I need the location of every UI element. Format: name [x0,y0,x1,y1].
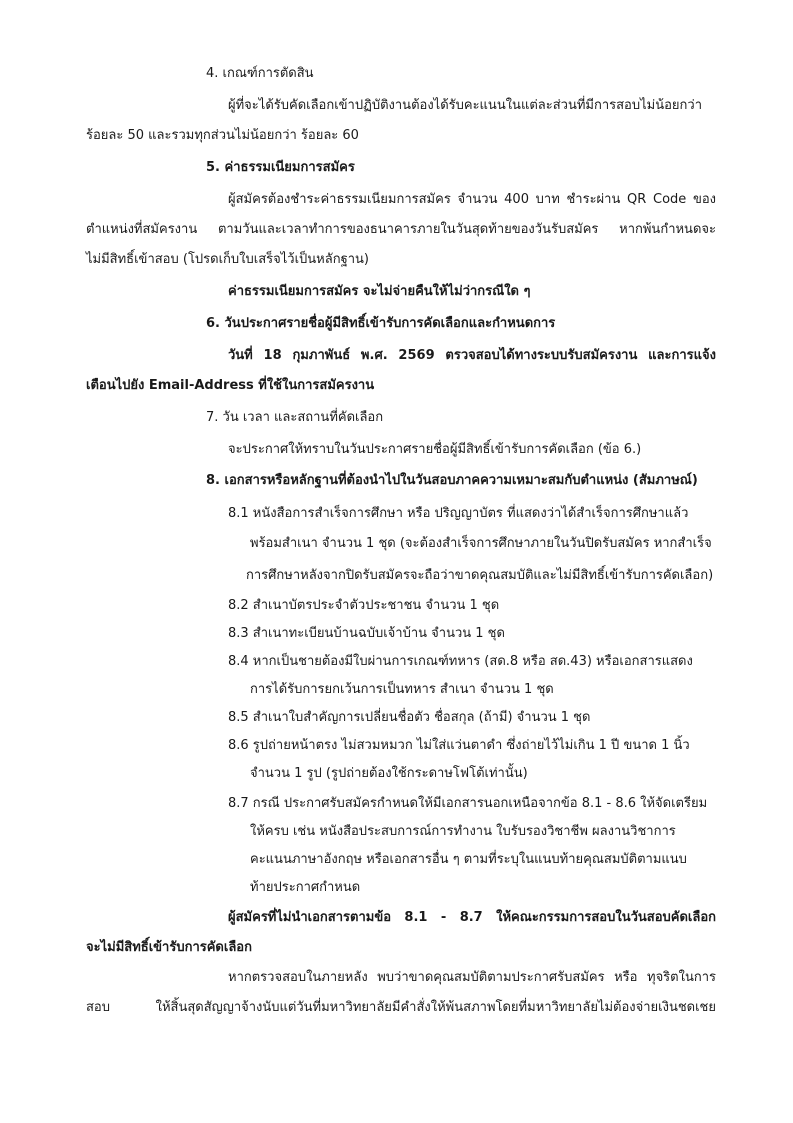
item-8-7-line-4: ท้ายประกาศกำหนด [250,880,361,895]
section-5-heading: 5. ค่าธรรมเนียมการสมัคร [206,160,355,175]
section-4-line-1: ผู้ที่จะได้รับคัดเลือกเข้าปฏิบัติงานต้องได้รับคะแนนในแต่ละส่วนที่มีการสอบไม่น้อยกว่า [228,98,703,113]
section-5-line-1: ผู้สมัครต้องชำระค่าธรรมเนียมการสมัคร จำนวน 400 บาท ชำระผ่าน QR Code ของ [228,192,716,207]
section-7-heading: 7. วัน เวลา และสถานที่คัดเลือก [206,410,384,425]
item-8-3: 8.3 สำเนาทะเบียนบ้านฉบับเจ้าบ้าน จำนวน 1 ชุด [228,626,505,641]
item-8-2: 8.2 สำเนาบัตรประจำตัวประชาชน จำนวน 1 ชุด [228,598,500,613]
warning-line-2: จะไม่มีสิทธิ์เข้ารับการคัดเลือก [86,940,252,955]
section-8-heading: 8. เอกสารหรือหลักฐานที่ต้องนำไปในวันสอบภาคความเหมาะสมกับตำแหน่ง (สัมภาษณ์) [206,473,698,488]
section-4-line-2: ร้อยละ 50 และรวมทุกส่วนไม่น้อยกว่า ร้อยละ 60 [86,128,359,143]
section-4-heading: 4. เกณฑ์การตัดสิน [206,66,314,81]
item-8-6-line-2: จำนวน 1 รูป (รูปถ่ายต้องใช้กระดาษโฟโต้เท่านั้น) [250,766,528,781]
item-8-7-line-2: ให้ครบ เช่น หนังสือประสบการณ์การทำงาน ใบรับรองวิชาชีพ ผลงานวิชาการ [250,824,676,839]
section-5-line-3: ไม่มีสิทธิ์เข้าสอบ (โปรดเก็บใบเสร็จไว้เป็นหลักฐาน) [86,252,370,267]
section-5-note: ค่าธรรมเนียมการสมัคร จะไม่จ่ายคืนให้ไม่ว่ากรณีใด ๆ [228,284,531,299]
item-8-6-line-1: 8.6 รูปถ่ายหน้าตรง ไม่สวมหมวก ไม่ใส่แว่นตาดำ ซึ่งถ่ายไว้ไม่เกิน 1 ปี ขนาด 1 นิ้ว [228,738,690,753]
section-6-line-1: วันที่ 18 กุมภาพันธ์ พ.ศ. 2569 ตรวจสอบได้ทางระบบรับสมัครงาน และการแจ้ง [228,348,716,363]
item-8-7-line-3: คะแนนภาษาอังกฤษ หรือเอกสารอื่น ๆ ตามที่ระบุในแนบท้ายคุณสมบัติตามแนบ [250,852,687,867]
warning-line-1: ผู้สมัครที่ไม่นำเอกสารตามข้อ 8.1 - 8.7 ให้คณะกรรมการสอบในวันสอบคัดเลือก [228,910,716,925]
item-8-1-line-2: พร้อมสำเนา จำนวน 1 ชุด (จะต้องสำเร็จการศึกษาภายในวันปิดรับสมัคร หากสำเร็จ [250,536,712,551]
section-6-heading: 6. วันประกาศรายชื่อผู้มีสิทธิ์เข้ารับการคัดเลือกและกำหนดการ [206,316,556,331]
section-5-line-2: ตำแหน่งที่สมัครงาน ตามวันและเวลาทำการของธนาคารภายในวันสุดท้ายของวันรับสมัคร หากพ้นกำหนดจะ [86,222,716,237]
item-8-1-line-1: 8.1 หนังสือการสำเร็จการศึกษา หรือ ปริญญาบัตร ที่แสดงว่าได้สำเร็จการศึกษาแล้ว [228,506,689,521]
item-8-5: 8.5 สำเนาใบสำคัญการเปลี่ยนชื่อตัว ชื่อสกุล (ถ้ามี) จำนวน 1 ชุด [228,710,591,725]
section-7-line-1: จะประกาศให้ทราบในวันประกาศรายชื่อผู้มีสิทธิ์เข้ารับการคัดเลือก (ข้อ 6.) [228,442,642,457]
final-line-1: หากตรวจสอบในภายหลัง พบว่าขาดคุณสมบัติตามประกาศรับสมัคร หรือ ทุจริตในการ [228,970,716,985]
item-8-4-line-1: 8.4 หากเป็นชายต้องมีใบผ่านการเกณฑ์ทหาร (สด.8 หรือ สด.43) หรือเอกสารแสดง [228,654,693,669]
section-6-line-2: เตือนไปยัง Email-Address ที่ใช้ในการสมัครงาน [86,378,375,393]
item-8-1-line-3: การศึกษาหลังจากปิดรับสมัครจะถือว่าขาดคุณสมบัติและไม่มีสิทธิ์เข้ารับการคัดเลือก) [246,568,714,583]
final-line-2: สอบ ให้สิ้นสุดสัญญาจ้างนับแต่วันที่มหาวิทยาลัยมีคำสั่งให้พ้นสภาพโดยที่มหาวิทยาลัยไม่ต้องจ่ายเงินชดเชย [86,1000,716,1015]
item-8-7-line-1: 8.7 กรณี ประกาศรับสมัครกำหนดให้มีเอกสารนอกเหนือจากข้อ 8.1 - 8.6 ให้จัดเตรียม [228,796,708,811]
item-8-4-line-2: การได้รับการยกเว้นการเป็นทหาร สำเนา จำนวน 1 ชุด [250,682,554,697]
